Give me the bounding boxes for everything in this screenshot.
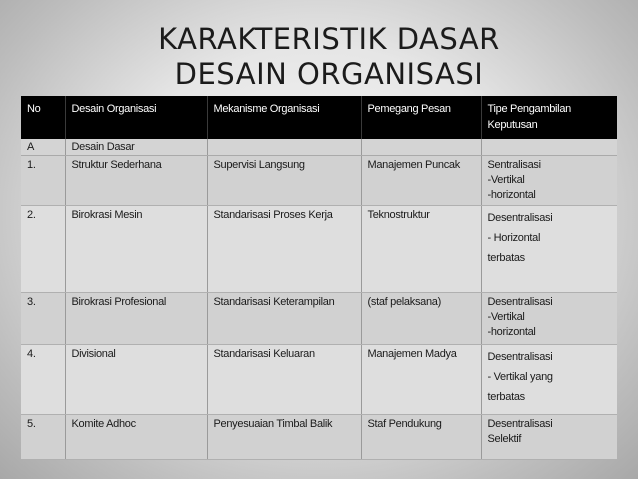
- table-row: [21, 206, 617, 293]
- cell-tipe: Desentralisasi -Vertikal -horizontal: [481, 293, 617, 345]
- cell-no: 3.: [21, 293, 65, 345]
- table-section-row: [21, 139, 617, 156]
- table-header-row: [21, 96, 617, 139]
- slide-title-line-2: DESAIN ORGANISASI: [174, 57, 484, 91]
- table-row: [21, 415, 617, 460]
- cell-desain: Komite Adhoc: [65, 415, 207, 460]
- cell-tipe: Desentralisasi - Vertikal yang terbatas: [481, 345, 617, 415]
- table-row: [21, 345, 617, 415]
- cell-no: 2.: [21, 206, 65, 293]
- cell-tipe: Sentralisasi -Vertikal -horizontal: [481, 156, 617, 206]
- table-row: [21, 293, 617, 345]
- section-label: Desain Dasar: [65, 139, 207, 156]
- cell-mekanisme: Supervisi Langsung: [207, 156, 361, 206]
- cell-mekanisme: Standarisasi Proses Kerja: [207, 206, 361, 293]
- cell-pemegang: (staf pelaksana): [361, 293, 481, 345]
- section-no: A: [21, 139, 65, 156]
- characteristics-table: [21, 96, 617, 460]
- cell-desain: Struktur Sederhana: [65, 156, 207, 206]
- cell-pemegang: Manajemen Puncak: [361, 156, 481, 206]
- slide-title: [0, 22, 638, 92]
- cell-pemegang: Manajemen Madya: [361, 345, 481, 415]
- header-mekanisme-organisasi: Mekanisme Organisasi: [207, 96, 361, 139]
- cell-desain: Birokrasi Profesional: [65, 293, 207, 345]
- header-desain-organisasi: Desain Organisasi: [65, 96, 207, 139]
- cell-desain: Divisional: [65, 345, 207, 415]
- header-tipe-pengambilan-keputusan: Tipe Pengambilan Keputusan: [481, 96, 617, 139]
- cell-desain: Birokrasi Mesin: [65, 206, 207, 293]
- cell-mekanisme: Standarisasi Keluaran: [207, 345, 361, 415]
- cell-mekanisme: Standarisasi Keterampilan: [207, 293, 361, 345]
- header-no: No: [21, 96, 65, 139]
- cell-pemegang: Staf Pendukung: [361, 415, 481, 460]
- cell-no: 1.: [21, 156, 65, 206]
- cell-tipe: Desentralisasi - Horizontal terbatas: [481, 206, 617, 293]
- table-row: [21, 156, 617, 206]
- cell-mekanisme: Penyesuaian Timbal Balik: [207, 415, 361, 460]
- cell-pemegang: Teknostruktur: [361, 206, 481, 293]
- slide-title-line-1: KARAKTERISTIK DASAR: [158, 22, 500, 56]
- cell-no: 4.: [21, 345, 65, 415]
- header-pemegang-pesan: Pemegang Pesan: [361, 96, 481, 139]
- cell-tipe: Desentralisasi Selektif: [481, 415, 617, 460]
- cell-no: 5.: [21, 415, 65, 460]
